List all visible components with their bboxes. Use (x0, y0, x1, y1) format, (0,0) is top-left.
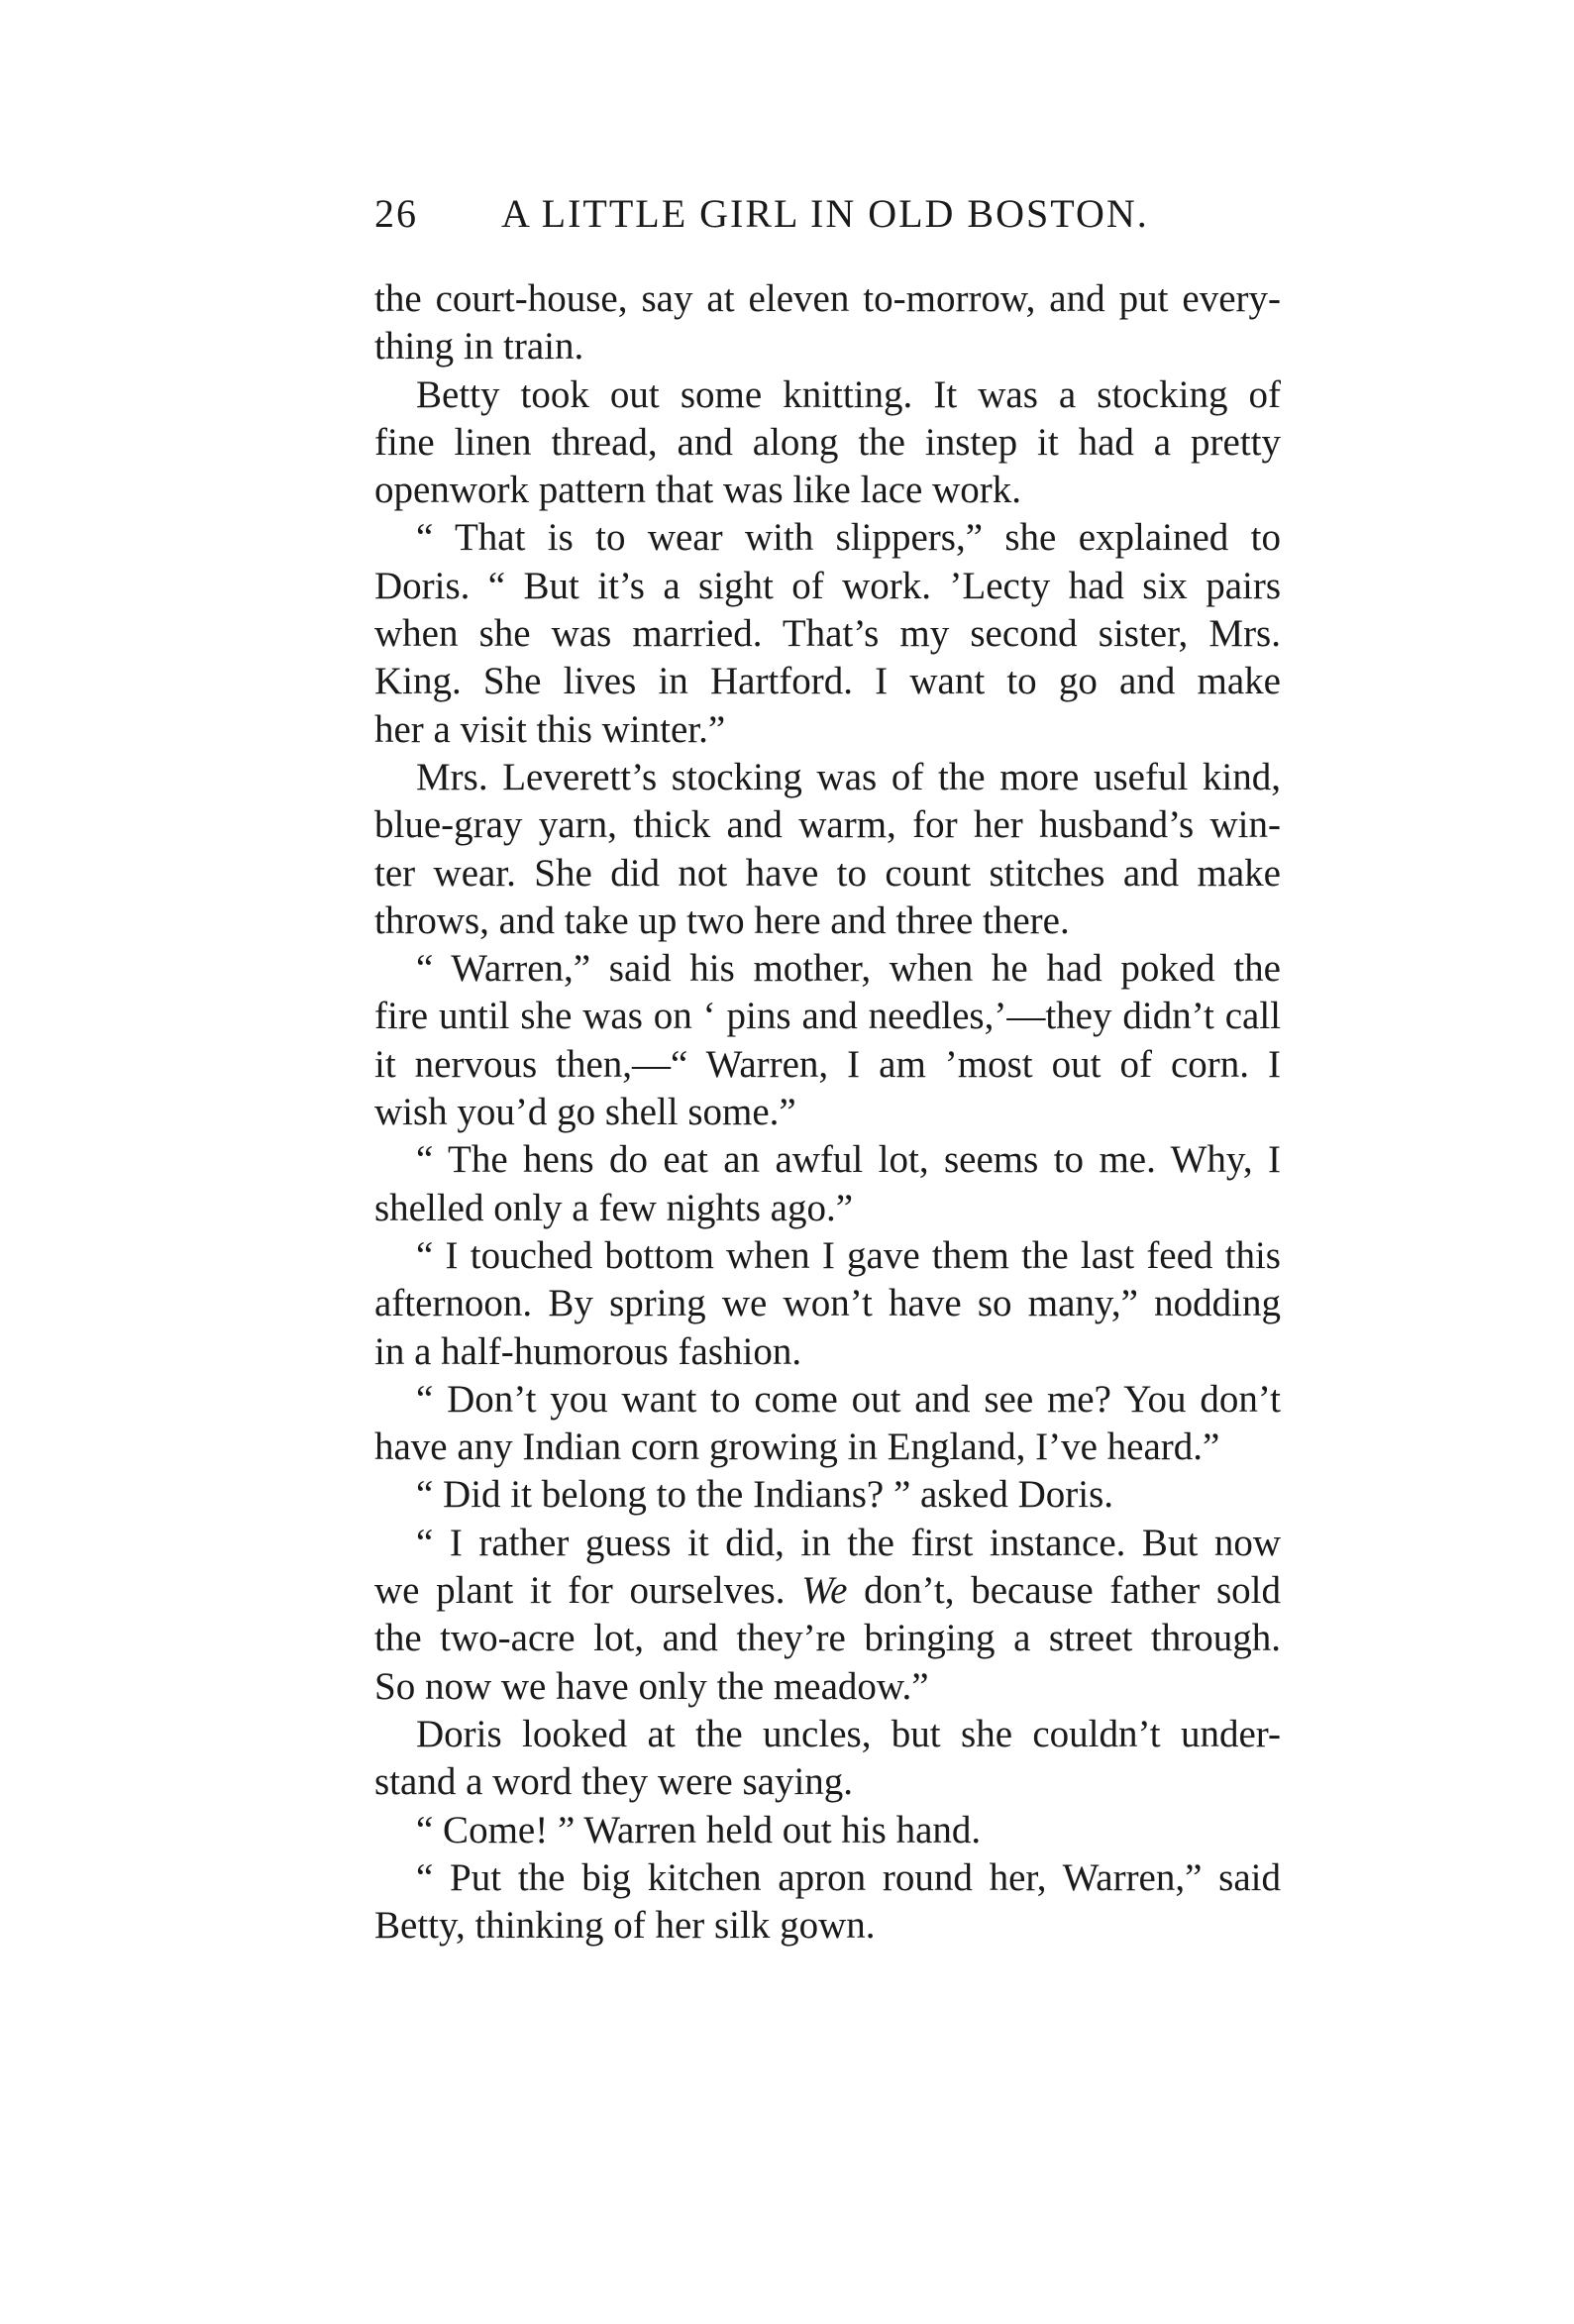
text-line: in a half-humorous fashion. (374, 1329, 802, 1373)
text-line: “ That is to wear with slippers,” she explained to (416, 516, 1281, 560)
text-line: it nervous then,—“ Warren, I am ’most out of corn. I (374, 1042, 1281, 1086)
text-line: “ I touched bottom when I gave them the last feed this (416, 1233, 1281, 1277)
text-line: blue-gray yarn, thick and warm, for her husband’s win- (374, 803, 1281, 847)
text-line: have any Indian corn growing in England, I’ve heard.” (374, 1426, 1220, 1469)
text-line: Betty, thinking of her silk gown. (374, 1904, 876, 1948)
text-line: Mrs. Leverett’s stocking was of the more useful kind, (416, 755, 1281, 798)
text-line: “ I rather guess it did, in the first instance. But now (416, 1521, 1281, 1564)
text-line: Betty took out some knitting. It was a stocking of (416, 372, 1281, 416)
text-line: thing in train. (374, 325, 584, 369)
text-line: ter wear. She did not have to count stitches and make (374, 851, 1281, 895)
text-line: Doris. “ But it’s a sight of work. ’Lecty had six pairs (374, 564, 1281, 607)
text-line: “ Come! ” Warren held out his hand. (416, 1808, 982, 1851)
text-line: “ Put the big kitchen apron round her, Warren,” said (416, 1855, 1281, 1899)
text-line: when she was married. That’s my second sister, Mrs. (374, 612, 1281, 656)
text-line: King. She lives in Hartford. I want to go and make (374, 660, 1281, 703)
emphasis: We (801, 1569, 848, 1613)
text-line: wish you’d go shell some.” (374, 1091, 796, 1134)
text-line: fire until she was on ‘ pins and needles,’—they didn’t call (374, 995, 1281, 1038)
text-line: So now we have only the meadow.” (374, 1664, 929, 1708)
text-line: the two-acre lot, and they’re bringing a street through. (374, 1617, 1281, 1660)
text-line: throws, and take up two here and three there. (374, 898, 1070, 942)
running-title: A LITTLE GIRL IN OLD BOSTON. (501, 191, 1149, 236)
text-line: Doris looked at the uncles, but she couldn’t under- (416, 1712, 1281, 1755)
text-line: stand a word they were saying. (374, 1760, 854, 1804)
text-line: afternoon. By spring we won’t have so many,” nodding (374, 1282, 1281, 1325)
text-line: shelled only a few nights ago.” (374, 1186, 854, 1229)
page-number: 26 (374, 191, 418, 236)
text-line: “ The hens do eat an awful lot, seems to me. Why, I (416, 1138, 1281, 1182)
text-line: “ Warren,” said his mother, when he had poked the (416, 947, 1281, 991)
text-line: her a visit this winter.” (374, 707, 726, 751)
running-head (374, 190, 1281, 246)
body-text (374, 275, 1281, 1950)
text-line: openwork pattern that was like lace work. (374, 469, 1022, 512)
text-line: “ Did it belong to the Indians? ” asked Doris. (416, 1473, 1113, 1517)
text-line: “ Don’t you want to come out and see me? You don’t (416, 1377, 1281, 1421)
text-line: we plant it for ourselves. We don’t, because father sold (374, 1569, 1281, 1613)
text-line: fine linen thread, and along the instep it had a pretty (374, 420, 1281, 464)
text-line: the court-house, say at eleven to-morrow, and put every- (374, 277, 1281, 320)
